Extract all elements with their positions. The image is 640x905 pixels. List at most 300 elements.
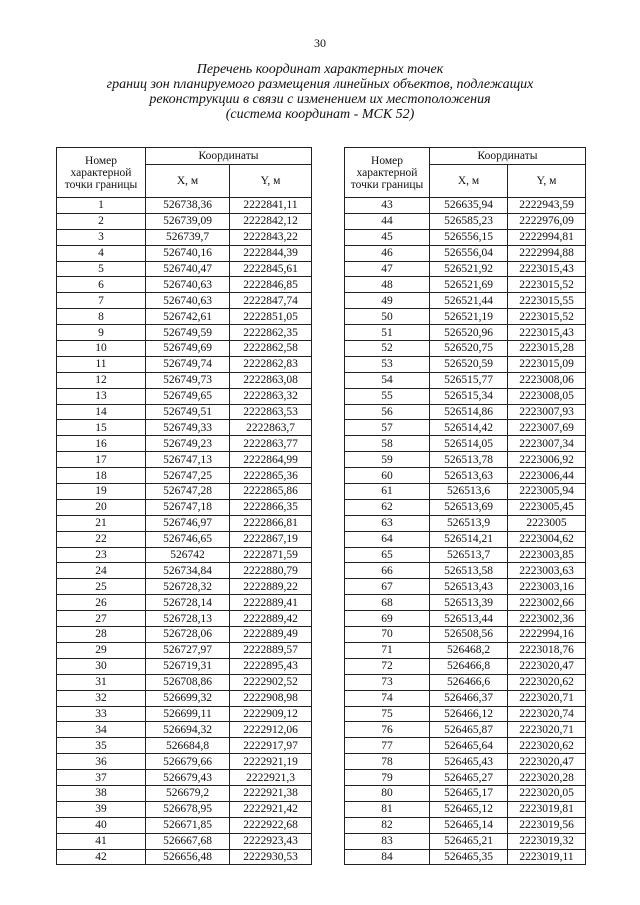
y-coordinate-cell: 2223002,36 (508, 611, 586, 627)
point-number-cell: 22 (57, 531, 146, 547)
x-coordinate-cell: 526747,13 (146, 452, 230, 468)
table-row (57, 341, 312, 357)
table-body-left (57, 198, 312, 865)
x-coordinate-cell: 526749,59 (146, 325, 230, 341)
y-coordinate-cell: 2222943,59 (508, 198, 586, 214)
y-coordinate-cell: 2222845,61 (230, 261, 312, 277)
y-coordinate-cell: 2222863,77 (230, 436, 312, 452)
y-coordinate-cell: 2222862,83 (230, 356, 312, 372)
x-coordinate-cell: 526465,35 (430, 849, 508, 865)
point-number-cell: 8 (57, 309, 146, 325)
table-row (57, 547, 312, 563)
table-row (57, 420, 312, 436)
y-coordinate-cell: 2223004,62 (508, 531, 586, 547)
x-coordinate-cell: 526694,32 (146, 722, 230, 738)
table-row (345, 754, 586, 770)
x-coordinate-cell: 526513,44 (430, 611, 508, 627)
point-number-cell: 59 (345, 452, 430, 468)
table-row (57, 452, 312, 468)
point-number-cell: 84 (345, 849, 430, 865)
y-coordinate-cell: 2223015,52 (508, 309, 586, 325)
point-number-cell: 20 (57, 499, 146, 515)
y-coordinate-cell: 2223003,63 (508, 563, 586, 579)
point-number-cell: 47 (345, 261, 430, 277)
x-coordinate-cell: 526749,33 (146, 420, 230, 436)
table-row (57, 293, 312, 309)
point-number-cell: 24 (57, 563, 146, 579)
table-row (345, 515, 586, 531)
point-number-cell: 29 (57, 642, 146, 658)
title-line-4: (система координат - МСК 52) (225, 107, 415, 122)
x-coordinate-cell: 526521,92 (430, 261, 508, 277)
point-number-cell: 68 (345, 595, 430, 611)
y-coordinate-cell: 2222921,19 (230, 754, 312, 770)
y-coordinate-cell: 2222921,38 (230, 785, 312, 801)
point-number-cell: 69 (345, 611, 430, 627)
title-line-1: Перечень координат характерных точек (196, 62, 444, 77)
y-coordinate-cell: 2222895,43 (230, 658, 312, 674)
y-coordinate-cell: 2223020,62 (508, 674, 586, 690)
table-row (345, 770, 586, 786)
x-coordinate-cell: 526740,63 (146, 277, 230, 293)
x-coordinate-cell: 526514,42 (430, 420, 508, 436)
x-coordinate-cell: 526465,21 (430, 833, 508, 849)
x-coordinate-cell: 526749,51 (146, 404, 230, 420)
point-number-cell: 80 (345, 785, 430, 801)
table-row (345, 627, 586, 643)
page-number: 30 (314, 36, 326, 50)
table-row (57, 690, 312, 706)
point-number-cell: 43 (345, 198, 430, 214)
x-coordinate-cell: 526520,75 (430, 341, 508, 357)
y-coordinate-cell: 2222889,49 (230, 627, 312, 643)
y-coordinate-cell: 2222912,06 (230, 722, 312, 738)
x-coordinate-cell: 526747,18 (146, 499, 230, 515)
point-number-cell: 40 (57, 817, 146, 833)
point-number-cell: 35 (57, 738, 146, 754)
point-number-cell: 28 (57, 627, 146, 643)
table-row (57, 801, 312, 817)
y-coordinate-cell: 2223002,66 (508, 595, 586, 611)
table-row (345, 198, 586, 214)
y-coordinate-cell: 2222889,42 (230, 611, 312, 627)
table-row (345, 404, 586, 420)
point-number-cell: 5 (57, 261, 146, 277)
header-coordinates: Координаты (430, 148, 586, 165)
y-coordinate-cell: 2223020,05 (508, 785, 586, 801)
y-coordinate-cell: 2223019,81 (508, 801, 586, 817)
y-coordinate-cell: 2223005,94 (508, 484, 586, 500)
x-coordinate-cell: 526749,73 (146, 372, 230, 388)
x-coordinate-cell: 526513,69 (430, 499, 508, 515)
table-row (345, 642, 586, 658)
point-number-cell: 26 (57, 595, 146, 611)
table-row (345, 452, 586, 468)
y-coordinate-cell: 2223020,74 (508, 706, 586, 722)
x-coordinate-cell: 526678,95 (146, 801, 230, 817)
y-coordinate-cell: 2223007,69 (508, 420, 586, 436)
y-coordinate-cell: 2223015,43 (508, 261, 586, 277)
point-number-cell: 1 (57, 198, 146, 214)
x-coordinate-cell: 526466,6 (430, 674, 508, 690)
point-number-cell: 75 (345, 706, 430, 722)
y-coordinate-cell: 2223015,28 (508, 341, 586, 357)
y-coordinate-cell: 2222921,42 (230, 801, 312, 817)
y-coordinate-cell: 2223005 (508, 515, 586, 531)
y-coordinate-cell: 2222902,52 (230, 674, 312, 690)
y-coordinate-cell: 2222871,59 (230, 547, 312, 563)
table-row (57, 198, 312, 214)
point-number-cell: 70 (345, 627, 430, 643)
point-number-cell: 7 (57, 293, 146, 309)
point-number-cell: 46 (345, 245, 430, 261)
point-number-cell: 83 (345, 833, 430, 849)
table-row (57, 277, 312, 293)
table-row (57, 627, 312, 643)
x-coordinate-cell: 526728,06 (146, 627, 230, 643)
y-coordinate-cell: 2222862,58 (230, 341, 312, 357)
y-coordinate-cell: 2222922,68 (230, 817, 312, 833)
table-row (57, 642, 312, 658)
table-row (345, 801, 586, 817)
x-coordinate-cell: 526515,34 (430, 388, 508, 404)
table-row (57, 706, 312, 722)
y-coordinate-cell: 2222863,08 (230, 372, 312, 388)
coordinates-table-right (344, 147, 586, 865)
x-coordinate-cell: 526466,12 (430, 706, 508, 722)
point-number-cell: 57 (345, 420, 430, 436)
table-row (345, 547, 586, 563)
point-number-cell: 34 (57, 722, 146, 738)
y-coordinate-cell: 2223007,34 (508, 436, 586, 452)
point-number-cell: 31 (57, 674, 146, 690)
y-coordinate-cell: 2222862,35 (230, 325, 312, 341)
x-coordinate-cell: 526508,56 (430, 627, 508, 643)
header-y: Y, м (508, 165, 586, 198)
y-coordinate-cell: 2223003,16 (508, 579, 586, 595)
x-coordinate-cell: 526739,09 (146, 213, 230, 229)
y-coordinate-cell: 2222994,16 (508, 627, 586, 643)
x-coordinate-cell: 526699,11 (146, 706, 230, 722)
y-coordinate-cell: 2223006,44 (508, 468, 586, 484)
x-coordinate-cell: 526747,28 (146, 484, 230, 500)
table-row (345, 849, 586, 865)
point-number-cell: 45 (345, 229, 430, 245)
x-coordinate-cell: 526749,65 (146, 388, 230, 404)
x-coordinate-cell: 526465,14 (430, 817, 508, 833)
table-row (57, 213, 312, 229)
x-coordinate-cell: 526514,86 (430, 404, 508, 420)
table-row (345, 499, 586, 515)
table-row (57, 531, 312, 547)
y-coordinate-cell: 2222863,32 (230, 388, 312, 404)
y-coordinate-cell: 2222880,79 (230, 563, 312, 579)
y-coordinate-cell: 2222863,7 (230, 420, 312, 436)
point-number-cell: 32 (57, 690, 146, 706)
table-row (345, 531, 586, 547)
y-coordinate-cell: 2222917,97 (230, 738, 312, 754)
x-coordinate-cell: 526738,36 (146, 198, 230, 214)
point-number-cell: 63 (345, 515, 430, 531)
y-coordinate-cell: 2222865,36 (230, 468, 312, 484)
table-row (345, 595, 586, 611)
x-coordinate-cell: 526465,43 (430, 754, 508, 770)
point-number-cell: 6 (57, 277, 146, 293)
x-coordinate-cell: 526667,68 (146, 833, 230, 849)
table-row (57, 658, 312, 674)
point-number-cell: 11 (57, 356, 146, 372)
y-coordinate-cell: 2223020,62 (508, 738, 586, 754)
y-coordinate-cell: 2223006,92 (508, 452, 586, 468)
point-number-cell: 19 (57, 484, 146, 500)
point-number-cell: 14 (57, 404, 146, 420)
table-row (57, 404, 312, 420)
x-coordinate-cell: 526513,43 (430, 579, 508, 595)
x-coordinate-cell: 526747,25 (146, 468, 230, 484)
x-coordinate-cell: 526749,74 (146, 356, 230, 372)
point-number-cell: 41 (57, 833, 146, 849)
x-coordinate-cell: 526699,32 (146, 690, 230, 706)
table-row (345, 611, 586, 627)
point-number-cell: 82 (345, 817, 430, 833)
point-number-cell: 67 (345, 579, 430, 595)
y-coordinate-cell: 2222865,86 (230, 484, 312, 500)
point-number-cell: 16 (57, 436, 146, 452)
table-row (345, 309, 586, 325)
x-coordinate-cell: 526521,69 (430, 277, 508, 293)
y-coordinate-cell: 2222908,98 (230, 690, 312, 706)
y-coordinate-cell: 2222847,74 (230, 293, 312, 309)
y-coordinate-cell: 2223020,28 (508, 770, 586, 786)
x-coordinate-cell: 526719,31 (146, 658, 230, 674)
point-number-cell: 64 (345, 531, 430, 547)
x-coordinate-cell: 526656,48 (146, 849, 230, 865)
y-coordinate-cell: 2223015,55 (508, 293, 586, 309)
table-row (57, 849, 312, 865)
table-row (57, 468, 312, 484)
x-coordinate-cell: 526679,43 (146, 770, 230, 786)
point-number-cell: 60 (345, 468, 430, 484)
y-coordinate-cell: 2223018,76 (508, 642, 586, 658)
y-coordinate-cell: 2222841,11 (230, 198, 312, 214)
y-coordinate-cell: 2222846,85 (230, 277, 312, 293)
point-number-cell: 55 (345, 388, 430, 404)
point-number-cell: 36 (57, 754, 146, 770)
table-row (345, 833, 586, 849)
x-coordinate-cell: 526746,97 (146, 515, 230, 531)
table-row (345, 579, 586, 595)
x-coordinate-cell: 526749,23 (146, 436, 230, 452)
x-coordinate-cell: 526466,37 (430, 690, 508, 706)
y-coordinate-cell: 2223003,85 (508, 547, 586, 563)
x-coordinate-cell: 526727,97 (146, 642, 230, 658)
y-coordinate-cell: 2223020,71 (508, 690, 586, 706)
point-number-cell: 37 (57, 770, 146, 786)
y-coordinate-cell: 2222842,12 (230, 213, 312, 229)
x-coordinate-cell: 526671,85 (146, 817, 230, 833)
x-coordinate-cell: 526514,21 (430, 531, 508, 547)
y-coordinate-cell: 2223015,52 (508, 277, 586, 293)
table-row (57, 563, 312, 579)
y-coordinate-cell: 2223020,47 (508, 754, 586, 770)
table-row (345, 261, 586, 277)
x-coordinate-cell: 526556,04 (430, 245, 508, 261)
table-row (57, 309, 312, 325)
x-coordinate-cell: 526679,2 (146, 785, 230, 801)
x-coordinate-cell: 526466,8 (430, 658, 508, 674)
point-number-cell: 25 (57, 579, 146, 595)
x-coordinate-cell: 526513,9 (430, 515, 508, 531)
table-row (57, 754, 312, 770)
x-coordinate-cell: 526513,6 (430, 484, 508, 500)
x-coordinate-cell: 526742 (146, 547, 230, 563)
point-number-cell: 38 (57, 785, 146, 801)
x-coordinate-cell: 526465,64 (430, 738, 508, 754)
point-number-cell: 71 (345, 642, 430, 658)
title-line-3: реконструкции в связи с изменением их местоположения (149, 92, 491, 107)
x-coordinate-cell: 526585,23 (430, 213, 508, 229)
x-coordinate-cell: 526742,61 (146, 309, 230, 325)
point-number-cell: 13 (57, 388, 146, 404)
y-coordinate-cell: 2222921,3 (230, 770, 312, 786)
table-row (345, 690, 586, 706)
y-coordinate-cell: 2222866,35 (230, 499, 312, 515)
x-coordinate-cell: 526739,7 (146, 229, 230, 245)
x-coordinate-cell: 526514,05 (430, 436, 508, 452)
point-number-cell: 27 (57, 611, 146, 627)
table-row (57, 738, 312, 754)
table-row (345, 722, 586, 738)
y-coordinate-cell: 2222867,19 (230, 531, 312, 547)
point-number-cell: 12 (57, 372, 146, 388)
x-coordinate-cell: 526513,78 (430, 452, 508, 468)
x-coordinate-cell: 526513,58 (430, 563, 508, 579)
table-row (345, 229, 586, 245)
table-row (345, 785, 586, 801)
y-coordinate-cell: 2223019,11 (508, 849, 586, 865)
table-row (57, 436, 312, 452)
table-row (57, 770, 312, 786)
header-point-number: Номер характерной точки границы (57, 148, 146, 198)
table-row (57, 484, 312, 500)
y-coordinate-cell: 2223008,05 (508, 388, 586, 404)
y-coordinate-cell: 2223020,47 (508, 658, 586, 674)
table-row (345, 213, 586, 229)
x-coordinate-cell: 526635,94 (430, 198, 508, 214)
x-coordinate-cell: 526521,44 (430, 293, 508, 309)
title-line-2: границ зон планируемого размещения линейных объектов, подлежащих (106, 77, 534, 92)
y-coordinate-cell: 2222889,41 (230, 595, 312, 611)
x-coordinate-cell: 526465,87 (430, 722, 508, 738)
point-number-cell: 53 (345, 356, 430, 372)
point-number-cell: 79 (345, 770, 430, 786)
table-row (345, 658, 586, 674)
table-row (57, 611, 312, 627)
y-coordinate-cell: 2222851,05 (230, 309, 312, 325)
point-number-cell: 50 (345, 309, 430, 325)
y-coordinate-cell: 2222889,22 (230, 579, 312, 595)
x-coordinate-cell: 526468,2 (430, 642, 508, 658)
x-coordinate-cell: 526515,77 (430, 372, 508, 388)
x-coordinate-cell: 526740,63 (146, 293, 230, 309)
header-x: X, м (146, 165, 230, 198)
table-row (345, 341, 586, 357)
table-row (345, 277, 586, 293)
x-coordinate-cell: 526728,32 (146, 579, 230, 595)
table-row (57, 356, 312, 372)
table-row (345, 674, 586, 690)
table-row (57, 722, 312, 738)
table-row (57, 515, 312, 531)
point-number-cell: 54 (345, 372, 430, 388)
point-number-cell: 61 (345, 484, 430, 500)
table-row (57, 372, 312, 388)
table-row (345, 293, 586, 309)
x-coordinate-cell: 526728,13 (146, 611, 230, 627)
y-coordinate-cell: 2222889,57 (230, 642, 312, 658)
y-coordinate-cell: 2223019,32 (508, 833, 586, 849)
x-coordinate-cell: 526513,63 (430, 468, 508, 484)
x-coordinate-cell: 526746,65 (146, 531, 230, 547)
point-number-cell: 3 (57, 229, 146, 245)
table-row (345, 817, 586, 833)
y-coordinate-cell: 2222994,88 (508, 245, 586, 261)
point-number-cell: 21 (57, 515, 146, 531)
y-coordinate-cell: 2223007,93 (508, 404, 586, 420)
point-number-cell: 18 (57, 468, 146, 484)
x-coordinate-cell: 526520,59 (430, 356, 508, 372)
y-coordinate-cell: 2222976,09 (508, 213, 586, 229)
y-coordinate-cell: 2223005,45 (508, 499, 586, 515)
y-coordinate-cell: 2222863,53 (230, 404, 312, 420)
table-row (345, 420, 586, 436)
point-number-cell: 78 (345, 754, 430, 770)
point-number-cell: 10 (57, 341, 146, 357)
point-number-cell: 4 (57, 245, 146, 261)
table-row (345, 484, 586, 500)
table-row (57, 245, 312, 261)
point-number-cell: 76 (345, 722, 430, 738)
table-row (57, 817, 312, 833)
y-coordinate-cell: 2222909,12 (230, 706, 312, 722)
point-number-cell: 42 (57, 849, 146, 865)
table-row (57, 499, 312, 515)
x-coordinate-cell: 526465,27 (430, 770, 508, 786)
y-coordinate-cell: 2223020,71 (508, 722, 586, 738)
y-coordinate-cell: 2223019,56 (508, 817, 586, 833)
point-number-cell: 15 (57, 420, 146, 436)
point-number-cell: 9 (57, 325, 146, 341)
table-row (57, 595, 312, 611)
point-number-cell: 62 (345, 499, 430, 515)
y-coordinate-cell: 2222866,81 (230, 515, 312, 531)
x-coordinate-cell: 526684,8 (146, 738, 230, 754)
x-coordinate-cell: 526465,17 (430, 785, 508, 801)
point-number-cell: 49 (345, 293, 430, 309)
table-row (345, 356, 586, 372)
x-coordinate-cell: 526520,96 (430, 325, 508, 341)
x-coordinate-cell: 526728,14 (146, 595, 230, 611)
point-number-cell: 17 (57, 452, 146, 468)
table-row (57, 388, 312, 404)
x-coordinate-cell: 526465,12 (430, 801, 508, 817)
x-coordinate-cell: 526740,16 (146, 245, 230, 261)
table-row (57, 325, 312, 341)
table-row (345, 245, 586, 261)
document-title (60, 62, 580, 122)
point-number-cell: 58 (345, 436, 430, 452)
table-row (345, 738, 586, 754)
